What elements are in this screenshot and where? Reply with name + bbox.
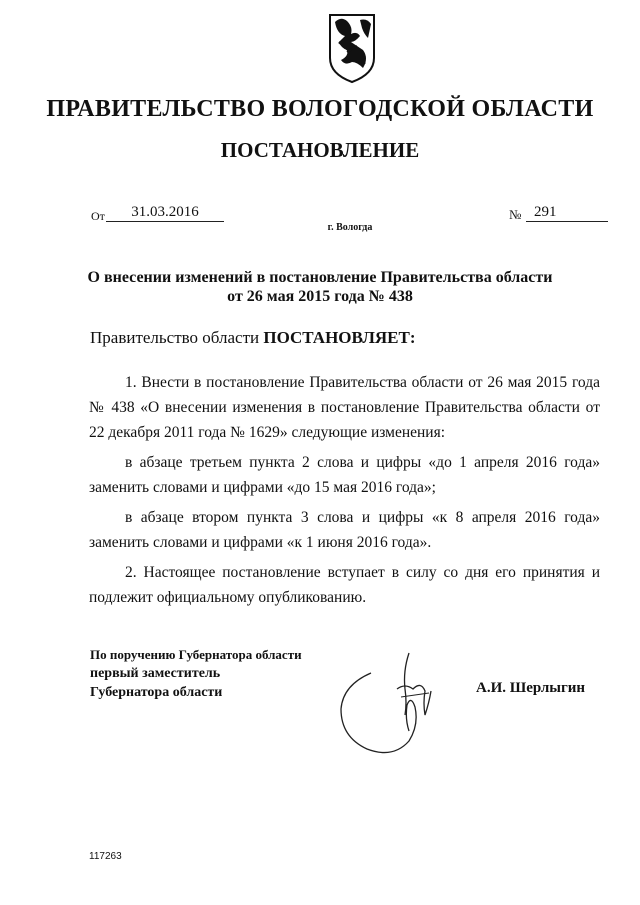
subject-line-2: от 26 мая 2015 года № 438 bbox=[227, 288, 413, 305]
document-subject bbox=[0, 268, 640, 306]
signatory-line-3: Губернатора области bbox=[90, 685, 223, 700]
paragraph-1: 1. Внести в постановление Правительства области от 26 мая 2015 года № 438 «О внесении изменения в постановление Правительства области от 22 декабря 2011 года № 1629» следующие изменения: bbox=[89, 374, 600, 441]
document-code: 117263 bbox=[89, 851, 122, 862]
preamble-text: Правительство области bbox=[90, 328, 264, 347]
document-body bbox=[89, 370, 600, 615]
government-title: ПРАВИТЕЛЬСТВО ВОЛОГОДСКОЙ ОБЛАСТИ bbox=[46, 96, 594, 122]
handwritten-signature-icon bbox=[335, 645, 445, 765]
document-date: 31.03.2016 bbox=[106, 204, 224, 222]
preamble bbox=[90, 328, 416, 348]
paragraph-3: в абзаце втором пункта 3 слова и цифры «к 8 апреля 2016 года» заменить словами и цифрами «к 1 июня 2016 года». bbox=[89, 509, 600, 551]
preamble-verb: ПОСТАНОВЛЯЕТ: bbox=[263, 328, 416, 347]
paragraph-2: в абзаце третьем пункта 2 слова и цифры «до 1 апреля 2016 года» заменить словами и цифрами «до 15 мая 2016 года»; bbox=[89, 454, 600, 496]
signatory-line-2: первый заместитель bbox=[90, 666, 221, 681]
document-type: ПОСТАНОВЛЕНИЕ bbox=[220, 138, 420, 162]
number-label: № bbox=[509, 207, 522, 222]
city-name: г. Вологда bbox=[327, 222, 373, 233]
paragraph-4: 2. Настоящее постановление вступает в силу со дня его принятия и подлежит официальному опубликованию. bbox=[89, 564, 600, 606]
subject-line-1: О внесении изменений в постановление Правительства области bbox=[87, 269, 553, 286]
date-label: От bbox=[91, 209, 105, 223]
vologda-coat-of-arms-icon bbox=[327, 12, 377, 84]
document-number: 291 bbox=[526, 204, 608, 222]
signatory-line-1: По поручению Губернатора области bbox=[90, 647, 302, 662]
signer-name: А.И. Шерлыгин bbox=[476, 680, 586, 696]
signatory-position bbox=[90, 645, 302, 702]
